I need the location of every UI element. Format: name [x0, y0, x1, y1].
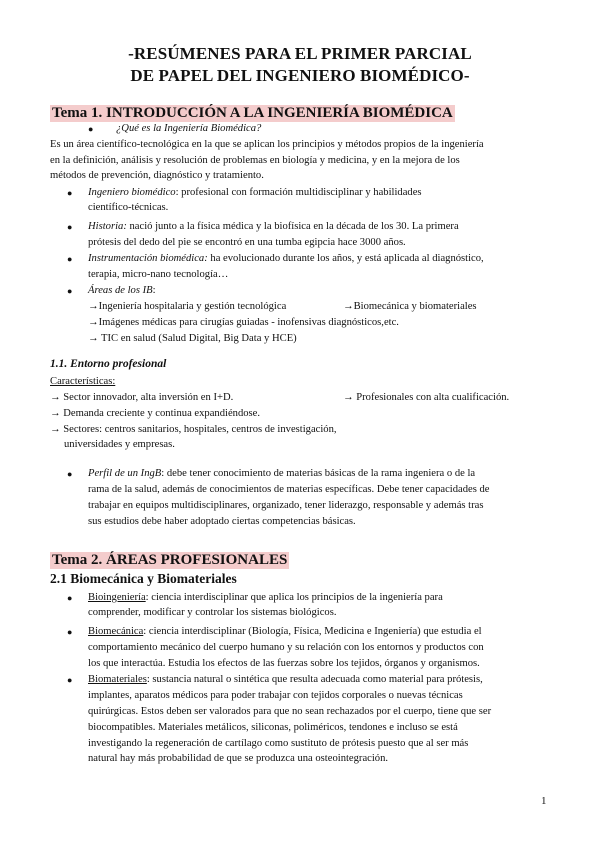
caracteristica-item: → Sector innovador, alta inversión en I+D.	[50, 392, 234, 403]
doc-title-line2: DE PAPEL DEL INGENIERO BIOMÉDICO-	[130, 66, 470, 85]
bullet-icon: ●	[67, 254, 73, 264]
tema2-heading: Tema 2. ÁREAS PROFESIONALES	[52, 552, 288, 568]
perfil-line: Perfil de un IngB: debe tener conocimiento de materias básicas de la rama ingeniera o de la	[88, 468, 476, 479]
biomateriales-line: natural hay más probabilidad de que se produzca una osteointegración.	[88, 753, 389, 764]
caracteristica-item: → Demanda creciente y continua expandiéndose.	[50, 408, 261, 419]
caracteristica-item: → Sectores: centros sanitarios, hospitales, centros de investigación,	[50, 424, 337, 435]
bullet-icon: ●	[67, 469, 73, 479]
entorno-heading: 1.1. Entorno profesional	[50, 358, 167, 370]
biomecanica-heading: 2.1 Biomecánica y Biomateriales	[50, 571, 237, 586]
bullet-icon: ●	[67, 188, 73, 198]
area-item: →Ingeniería hospitalaria y gestión tecnológica	[88, 301, 287, 312]
definition-line: en la definición, análisis y resolución de problemas en biología y medicina, y en la mejora de los	[50, 155, 460, 166]
bullet-ingeniero-cont: científico-técnicas.	[88, 202, 169, 213]
bullet-icon: ●	[67, 675, 73, 685]
bullet-historia: Historia: nació junto a la física médica y la biofísica en la década de los 30. La primera	[88, 221, 459, 232]
caracteristica-item: → Profesionales con alta cualificación.	[343, 392, 510, 403]
area-item: → TIC en salud (Salud Digital, Big Data y HCE)	[88, 333, 297, 344]
bullet-icon: ●	[67, 593, 73, 603]
bullet-icon: ●	[88, 124, 94, 134]
page-number: 1	[541, 795, 547, 807]
biomateriales-line: investigando la regeneración de cartílago como sustituto de prótesis puesto que al ser más	[88, 738, 469, 749]
bullet-icon: ●	[67, 286, 73, 296]
biomateriales-line: biocompatibles. Materiales metálicos, siliconas, poliméricos, tendones e incluso se está	[88, 722, 458, 733]
doc-title-line1: -RESÚMENES PARA EL PRIMER PARCIAL	[128, 44, 472, 63]
perfil-line: rama de la salud, además de conocimientos de materias específicas. Debe tener capacidades de	[88, 484, 490, 495]
caracteristicas-label: Características:	[50, 376, 116, 387]
bullet-ingeniero: Ingeniero biomédico: profesional con formación multidisciplinar y habilidades	[88, 187, 422, 198]
caracteristica-item-cont: universidades y empresas.	[64, 439, 175, 450]
definition-line: métodos de prevención, diagnóstico y tratamiento.	[50, 170, 264, 181]
bullet-instrumentacion-cont: terapia, micro-nano tecnología…	[88, 269, 229, 280]
perfil-line: trabajar en equipos multidisciplinares, organizado, tener liderazgo, responsable y además tras	[88, 500, 484, 511]
biomateriales-line: Biomateriales: sustancia natural o sintética que resulta adecuada como material para prótesis,	[88, 674, 483, 685]
area-item: →Imágenes médicas para cirugías guiadas - inofensivas diagnósticos,etc.	[88, 317, 399, 328]
biomecanica-line: Biomecánica: ciencia interdisciplinar (Biología, Física, Medicina e Ingeniería) que estudia el	[88, 626, 482, 637]
biomecanica-line: los que interactúa. Estudia los efectos de las fuerzas sobre los tejidos, órganos y organismos.	[88, 658, 480, 669]
biomateriales-line: implantes, aparatos médicos para poder trabajar con tejidos corporales o nuevas técnicas	[88, 690, 463, 701]
question-text: ¿Qué es la Ingeniería Biomédica?	[116, 123, 262, 134]
bullet-instrumentacion: Instrumentación biomédica: ha evolucionado durante los años, y está aplicada al diagnóstico,	[88, 253, 484, 264]
bioingenieria-line: Bioingeniería: ciencia interdisciplinar que aplica los principios de la ingeniería para	[88, 592, 443, 603]
biomateriales-line: quirúrgicas. Estos deben ser valorados para que no sean rechazados por el cuerpo, tiene que ser	[88, 706, 492, 717]
bullet-icon: ●	[67, 222, 73, 232]
bioingenieria-line: comprender, modificar y controlar los sistemas biológicos.	[88, 607, 337, 618]
bullet-icon: ●	[67, 627, 73, 637]
bullet-areas: Áreas de los IB:	[88, 285, 156, 296]
tema1-heading: Tema 1. INTRODUCCIÓN A LA INGENIERÍA BIOMÉDICA	[52, 105, 453, 121]
biomecanica-line: comportamiento mecánico del cuerpo humano y su relación con los entornos y productos con	[88, 642, 484, 653]
perfil-line: sus estudios debe haber adoptado ciertas competencias básicas.	[88, 516, 356, 527]
bullet-historia-cont: prótesis del dedo del pie se encontró en una tumba egipcia hace 3000 años.	[88, 237, 406, 248]
area-item: →Biomecánica y biomateriales	[343, 301, 477, 312]
definition-line: Es un área científico-tecnológica en la que se aplican los principios y métodos propios de la ingeniería	[50, 139, 484, 150]
